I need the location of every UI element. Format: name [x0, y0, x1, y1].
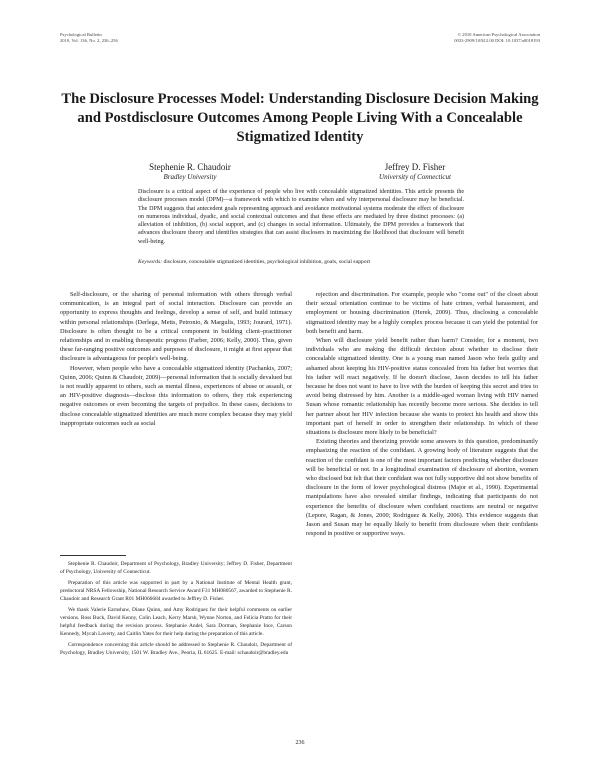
keywords-label: Keywords: — [138, 259, 163, 265]
journal-volume: 2010, Vol. 136, No. 2, 236–256 — [60, 37, 118, 43]
footnote-paragraph: Preparation of this article was supported in part by a National Institute of Mental Health grant, predoctoral NRSA Fellowship, National Research Service Award F31 MH080567, awarded to Stephenie R. Chaudoir and Research Grant R01 MH066684 awarded to Jeffrey D. Fisher. — [60, 580, 292, 602]
footnote-divider — [60, 555, 126, 556]
copyright-line: © 2010 American Psychological Association — [457, 32, 540, 37]
author-block — [105, 162, 275, 182]
body-column-right — [306, 290, 538, 538]
journal-header-right — [454, 32, 540, 43]
author-affiliation: University of Connecticut — [379, 173, 451, 181]
journal-name: Psychological Bulletin — [60, 32, 102, 37]
keywords-text: disclosure, concealable stigmatized identities, psychological inhibition, goals, social support — [163, 259, 371, 265]
body-paragraph: rejection and discrimination. For example, people who "come out" of the closet about their sexual orientation continue to be victims of hate crimes, verbal harassment, and employment or housing discrimination (Herek, 2009). Thus, disclosing a concealable stigmatized identity may be a highly complex process because it can yield the potential for both benefit and harm. — [306, 291, 538, 335]
page-number: 236 — [295, 740, 305, 746]
body-paragraph: However, when people who have a concealable stigmatized identity (Pachankis, 2007; Quinn, 2006; Quinn & Chaudoir, 2009)—personal information that is socially devalued but is not readily apparent to others, such as mental illness, experiences of abuse or assault, or an HIV-positive diagnosis—disclose this information to others, they risk experiencing negative outcomes or even becoming the targets of prejudice. In these cases, decisions to disclose concealable stigmatized identities are much more complex because they may yield inappropriate outcomes such as social — [60, 364, 292, 427]
body-column-left — [60, 290, 292, 428]
author-name: Stephenie R. Chaudoir — [149, 162, 231, 172]
journal-header-left — [60, 32, 118, 43]
article-title: The Disclosure Processes Model: Understanding Disclosure Decision Making and Postdisclosure Outcomes Among People Living With a Concealable Stigmatized Identity — [61, 91, 539, 145]
footnote-paragraph: Correspondence concerning this article should be addressed to Stephenie R. Chaudoir, Department of Psychology, Bradley University, 1501 W. Bradley Ave., Peoria, IL 61625. E-mail: schaudoir@bradley.edu — [60, 642, 292, 656]
body-paragraph: When will disclosure yield benefit rather than harm? Consider, for a moment, two individuals who are making the difficult decision about whether to disclose their concealable stigmatized identity. One is a young man named Jason who feels guilty and ashamed about keeping his HIV-positive status concealed from his father but worries that his father will react negatively. If he doesn't disclose, Jason decides to tell his father because he does not want to have to live with the burden of keeping this secret and tries to avoid being distressed by him. Another is a middle-aged woman living with HIV named Susan whose romantic relationship has recently become more serious. She decides to tell her partner about her HIV infection because she wants to protect his health and show this important part of herself in order to strengthen their relationship. In which of these situations is disclosure more likely to be beneficial? — [306, 337, 538, 437]
abstract: Disclosure is a critical aspect of the experience of people who live with concealable stigmatized identities. This article presents the disclosure processes model (DPM)—a framework with which to examine when and why interpersonal disclosure may be beneficial. The DPM suggests that antecedent goals representing approach and avoidance motivational systems moderate the effect of disclosure on numerous individual, dyadic, and social contextual outcomes and that these effects are mediated by three distinct processes: (a) alleviation of inhibition, (b) social support, and (c) changes in social information. Ultimately, the DPM provides a framework that advances disclosure theory and identifies strategies that can assist disclosers in maximizing the likelihood that disclosure will benefit well-being. — [138, 189, 464, 245]
author-block — [330, 162, 500, 182]
footnote-paragraph: Stephenie R. Chaudoir, Department of Psychology, Bradley University; Jeffrey D. Fisher, Department of Psychology, University of Connecticut. — [60, 561, 292, 575]
author-name: Jeffrey D. Fisher — [384, 162, 446, 172]
body-paragraph: Self-disclosure, or the sharing of personal information with others through verbal communication, is an integral part of social interaction. Disclosure can provide an opportunity to express thoughts and feelings, develop a sense of self, and build intimacy within personal relationships (Derlega, Metts, Petronio, & Margulis, 1993; Jourard, 1971). Disclosure is often thought to be a critical component in building client–practitioner relationships and in enabling therapeutic progress (Farber, 2006; Kelly, 2000). Thus, given these far-ranging positive outcomes and purposes of disclosure, it might at first appear that disclosure is advantageous for people's well-being. — [60, 291, 292, 363]
author-affiliation: Bradley University — [163, 173, 217, 181]
footnote-paragraph: We thank Valerie Earnshaw, Diane Quinn, and Amy Rodriguez for their helpful comments on earlier versions. Ross Buck, David Kenny, Colin Leach, Kerry Marsh, Wynne Norton, and Felicia Pratto for their helpful feedback during the revision process. Stephanie Andel, Sara Dorman, Stephanie Ince, Carson Kennedy, Mycah Laverty, and Caitlin Yates for their help during the preparation of this article. — [60, 607, 292, 637]
body-paragraph: Existing theories and theorizing provide some answers to this question, predominantly emphasizing the reaction of the confidant. A growing body of literature suggests that the reaction of the confidant is one of the most important factors predicting whether disclosure will be beneficial or not. In a longitudinal examination of disclosure of abortion, women who disclosed but felt that their confidant was not fully supportive did not show benefits of disclosure in the form of lower psychological distress (Major et al., 1990). Experimental manipulations have also revealed similar findings, indicating that participants do not experience the benefits of disclosure when confidant reactions are neutral or negative (Lepore, Ragan, & Jones, 2000; Rodriguez & Kelly, 2006). This evidence suggests that Jason and Susan may be equally likely to benefit from disclosure when their confidants respond in positive or supportive ways. — [306, 438, 538, 538]
author-note — [60, 560, 292, 660]
doi-line: 0033-2909/10/$12.00 DOI: 10.1037/a0018193 — [454, 37, 540, 43]
keywords — [138, 258, 464, 266]
